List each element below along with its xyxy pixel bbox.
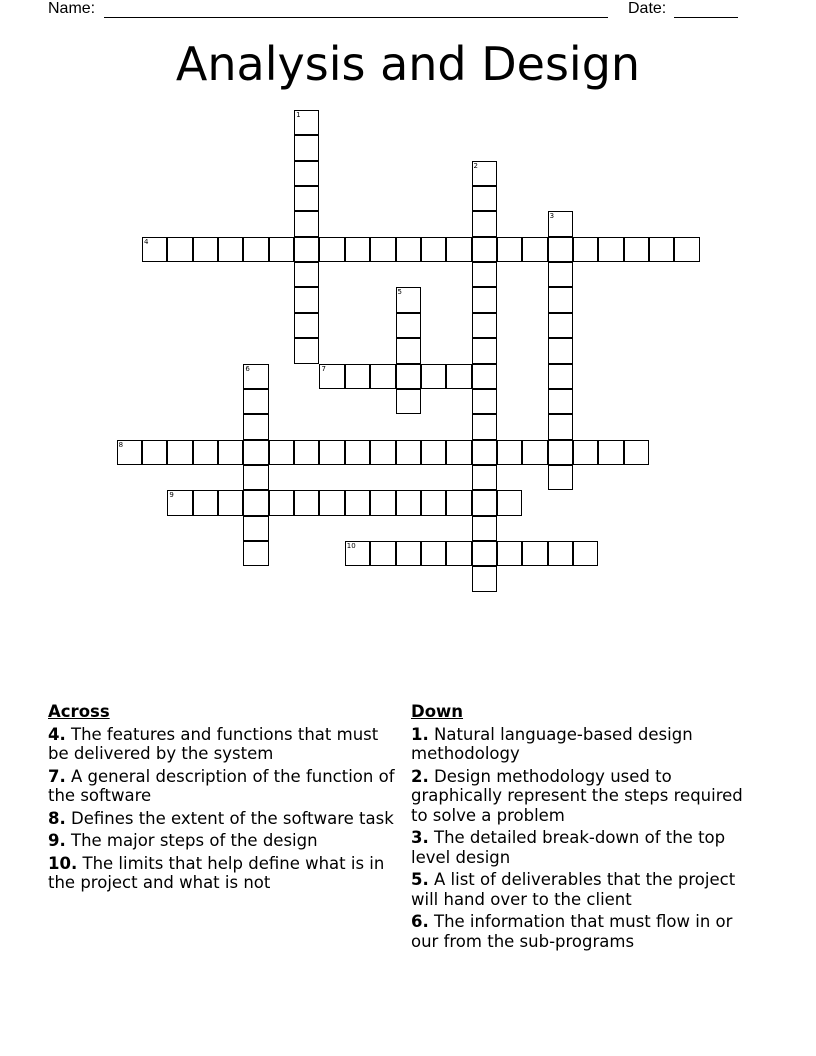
cell-number: 3 (549, 212, 555, 221)
clue-text: The features and functions that must be delivered by the system (48, 724, 379, 763)
grid-cell[interactable] (548, 287, 573, 312)
grid-cell[interactable] (598, 440, 623, 465)
grid-cell[interactable] (370, 440, 395, 465)
grid-cell[interactable] (243, 516, 268, 541)
clue-number: 4. (48, 724, 66, 744)
grid-cell[interactable] (421, 364, 446, 389)
grid-cell[interactable] (472, 440, 497, 465)
across-clues (48, 702, 398, 896)
grid-cell[interactable] (243, 465, 268, 490)
grid-cell[interactable] (370, 541, 395, 566)
grid-cell[interactable] (218, 490, 243, 515)
cell-number: 8 (118, 440, 124, 449)
cell-number: 1 (296, 111, 301, 119)
grid-cell[interactable] (294, 186, 319, 211)
grid-cell[interactable] (421, 490, 446, 515)
grid-cell[interactable] (548, 211, 573, 236)
grid-cell[interactable] (472, 211, 497, 236)
grid-cell[interactable] (472, 490, 497, 515)
down-clue (411, 767, 761, 826)
cell-number: 5 (397, 288, 402, 297)
clue-text: The major steps of the design (71, 831, 318, 850)
grid-cell[interactable] (573, 237, 598, 262)
grid-cell[interactable] (624, 237, 649, 262)
clue-number: 5. (411, 870, 429, 889)
grid-cell[interactable] (294, 237, 319, 262)
grid-cell[interactable] (243, 541, 268, 566)
grid-cell[interactable] (218, 440, 243, 465)
down-clue (411, 725, 761, 764)
grid-cell[interactable] (294, 161, 319, 186)
grid-cell[interactable] (396, 389, 421, 414)
grid-cell[interactable] (446, 541, 471, 566)
down-clue (411, 828, 761, 867)
grid-cell[interactable] (421, 541, 446, 566)
clue-number: 8. (48, 808, 66, 828)
grid-cell[interactable] (548, 440, 573, 465)
cell-number: 9 (169, 491, 174, 500)
grid-cell[interactable] (396, 237, 421, 262)
clue-number: 6. (411, 912, 429, 931)
grid-cell[interactable] (472, 313, 497, 338)
grid-cell[interactable] (396, 338, 421, 363)
grid-cell[interactable] (218, 237, 243, 262)
down-clues (411, 702, 761, 954)
grid-cell[interactable] (269, 440, 294, 465)
grid-cell[interactable] (472, 161, 497, 186)
grid-cell[interactable] (624, 440, 649, 465)
grid-cell[interactable] (548, 262, 573, 287)
clue-text: The information that must flow in or our from the sub-programs (411, 912, 733, 951)
grid-cell[interactable] (294, 211, 319, 236)
cell-number: 2 (473, 161, 479, 170)
cell-number: 10 (346, 541, 356, 550)
grid-cell[interactable] (472, 287, 497, 312)
grid-cell[interactable] (193, 440, 218, 465)
grid-cell[interactable] (472, 541, 497, 566)
grid-cell[interactable] (421, 237, 446, 262)
grid-cell[interactable] (243, 440, 268, 465)
grid-cell[interactable] (142, 237, 167, 262)
grid-cell[interactable] (472, 516, 497, 541)
cell-number: 4 (144, 237, 149, 246)
down-clue (411, 912, 761, 951)
grid-cell[interactable] (472, 338, 497, 363)
clue-text: A general description of the function of the software (48, 766, 395, 805)
grid-cell[interactable] (269, 490, 294, 515)
grid-cell[interactable] (497, 490, 522, 515)
grid-cell[interactable] (446, 364, 471, 389)
grid-cell[interactable] (370, 364, 395, 389)
grid-cell[interactable] (193, 237, 218, 262)
grid-cell[interactable] (294, 338, 319, 363)
clue-text: Design methodology used to graphically represent the steps required to solve a problem (411, 766, 743, 825)
grid-cell[interactable] (294, 440, 319, 465)
grid-cell[interactable] (472, 566, 497, 591)
grid-cell[interactable] (167, 490, 192, 515)
grid-cell[interactable] (497, 237, 522, 262)
grid-cell[interactable] (294, 490, 319, 515)
grid-cell[interactable] (472, 262, 497, 287)
clue-number: 3. (411, 828, 429, 847)
grid-cell[interactable] (294, 262, 319, 287)
across-clue (48, 809, 398, 829)
grid-cell[interactable] (472, 186, 497, 211)
grid-cell[interactable] (472, 237, 497, 262)
grid-cell[interactable] (472, 414, 497, 439)
grid-cell[interactable] (522, 237, 547, 262)
clue-number: 2. (411, 766, 429, 786)
clue-number: 1. (411, 724, 429, 744)
grid-cell[interactable] (319, 440, 344, 465)
down-heading: Down (411, 702, 464, 721)
grid-cell[interactable] (396, 490, 421, 515)
grid-cell[interactable] (421, 440, 446, 465)
across-clue (48, 854, 398, 893)
grid-cell[interactable] (472, 364, 497, 389)
clue-number: 7. (48, 766, 66, 786)
grid-cell[interactable] (117, 440, 142, 465)
grid-cell[interactable] (396, 541, 421, 566)
grid-cell[interactable] (396, 313, 421, 338)
grid-cell[interactable] (243, 237, 268, 262)
clue-number: 10. (48, 853, 78, 873)
grid-cell[interactable] (193, 490, 218, 515)
grid-cell[interactable] (649, 237, 674, 262)
grid-cell[interactable] (345, 490, 370, 515)
across-clue (48, 725, 398, 764)
down-clue (411, 870, 761, 909)
grid-cell[interactable] (497, 440, 522, 465)
clue-text: The detailed break-down of the top level design (411, 828, 726, 867)
grid-cell[interactable] (370, 237, 395, 262)
across-clue (48, 767, 398, 806)
grid-cell[interactable] (548, 465, 573, 490)
grid-cell[interactable] (548, 364, 573, 389)
grid-cell[interactable] (446, 440, 471, 465)
grid-cell[interactable] (548, 338, 573, 363)
grid-cell[interactable] (472, 465, 497, 490)
grid-cell[interactable] (598, 237, 623, 262)
grid-cell[interactable] (446, 237, 471, 262)
clue-text: The limits that help define what is in the project and what is not (48, 853, 385, 892)
grid-cell[interactable] (573, 541, 598, 566)
grid-cell[interactable] (548, 389, 573, 414)
grid-cell[interactable] (396, 364, 421, 389)
grid-cell[interactable] (345, 237, 370, 262)
grid-cell[interactable] (370, 490, 395, 515)
grid-cell[interactable] (167, 237, 192, 262)
grid-cell[interactable] (167, 440, 192, 465)
grid-cell[interactable] (548, 541, 573, 566)
grid-cell[interactable] (319, 490, 344, 515)
grid-cell[interactable] (345, 364, 370, 389)
grid-cell[interactable] (345, 440, 370, 465)
grid-cell[interactable] (243, 364, 268, 389)
grid-cell[interactable] (674, 237, 699, 262)
grid-cell[interactable] (269, 237, 294, 262)
grid-cell[interactable] (548, 414, 573, 439)
clue-text: Natural language-based design methodology (411, 724, 693, 763)
across-clue (48, 831, 398, 851)
across-heading: Across (48, 702, 110, 721)
clue-text: Defines the extent of the software task (71, 808, 394, 828)
grid-cell[interactable] (522, 440, 547, 465)
clue-text: A list of deliverables that the project will hand over to the client (411, 870, 736, 909)
grid-cell[interactable] (497, 541, 522, 566)
grid-cell[interactable] (294, 110, 319, 135)
grid-cell[interactable] (142, 440, 167, 465)
clue-number: 9. (48, 831, 66, 850)
grid-cell[interactable] (396, 440, 421, 465)
grid-cell[interactable] (446, 490, 471, 515)
grid-cell[interactable] (345, 541, 370, 566)
grid-cell[interactable] (243, 414, 268, 439)
grid-cell[interactable] (243, 490, 268, 515)
grid-cell[interactable] (522, 541, 547, 566)
grid-cell[interactable] (319, 237, 344, 262)
grid-cell[interactable] (548, 313, 573, 338)
grid-cell[interactable] (396, 287, 421, 312)
grid-cell[interactable] (243, 389, 268, 414)
cell-number: 6 (245, 364, 250, 373)
grid-cell[interactable] (294, 313, 319, 338)
grid-cell[interactable] (548, 237, 573, 262)
name-label: Name: (48, 0, 96, 17)
page-title: Analysis and Design (175, 37, 641, 91)
date-label: Date: (628, 0, 667, 17)
cell-number: 7 (321, 364, 326, 373)
grid-cell[interactable] (319, 364, 344, 389)
grid-cell[interactable] (294, 287, 319, 312)
grid-cell[interactable] (573, 440, 598, 465)
grid-cell[interactable] (472, 389, 497, 414)
grid-cell[interactable] (294, 135, 319, 160)
